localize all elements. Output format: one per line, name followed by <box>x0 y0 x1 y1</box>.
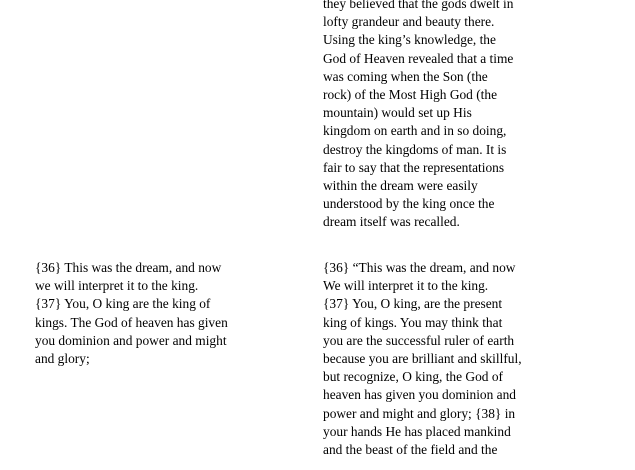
text-line: Using the king’s knowledge, the <box>323 32 496 48</box>
text-line: {37} You, O king, are the present <box>323 296 503 312</box>
commentary-paragraph <box>323 0 513 231</box>
text-line: but recognize, O king, the God of <box>323 369 503 385</box>
text-line: you dominion and power and might <box>35 332 227 348</box>
text-line: lofty grandeur and beauty there. <box>323 14 495 30</box>
text-line: within the dream were easily <box>323 177 478 193</box>
text-line: power and might and glory; {38} in <box>323 405 516 421</box>
text-line: and glory; <box>35 350 90 366</box>
text-line: dream itself was recalled. <box>323 214 460 230</box>
text-line: was coming when the Son (the <box>323 68 488 84</box>
text-line: {36} This was the dream, and now <box>35 260 222 275</box>
text-line: king of kings. You may think that <box>323 314 503 330</box>
text-line: you are the successful ruler of earth <box>323 332 515 348</box>
text-line: We will interpret it to the king. <box>323 278 489 294</box>
text-line: kings. The God of heaven has given <box>35 314 228 330</box>
text-line: fair to say that the representations <box>323 159 505 175</box>
text-line: we will interpret it to the king. <box>35 278 199 294</box>
text-line: because you are brilliant and skillful, <box>323 350 522 366</box>
text-line: rock) of the Most High God (the <box>323 86 498 102</box>
text-line: understood by the king once the <box>323 196 495 212</box>
text-line: God of Heaven revealed that a time <box>323 50 514 66</box>
text-line: {36} “This was the dream, and now <box>323 260 516 275</box>
text-line: and the beast of the field and the <box>323 441 498 457</box>
scripture-paragraph <box>35 259 228 368</box>
text-line: heaven has given you dominion and <box>323 387 517 403</box>
text-line: mountain) would set up His <box>323 105 472 121</box>
paraphrase-paragraph <box>323 259 522 459</box>
text-line: kingdom on earth and in so doing, <box>323 123 507 139</box>
text-line: your hands He has placed mankind <box>323 423 511 439</box>
text-line: {37} You, O king are the king of <box>35 296 211 312</box>
text-line: destroy the kingdoms of man. It is <box>323 141 507 157</box>
text-line: they believed that the gods dwelt in <box>323 0 514 11</box>
